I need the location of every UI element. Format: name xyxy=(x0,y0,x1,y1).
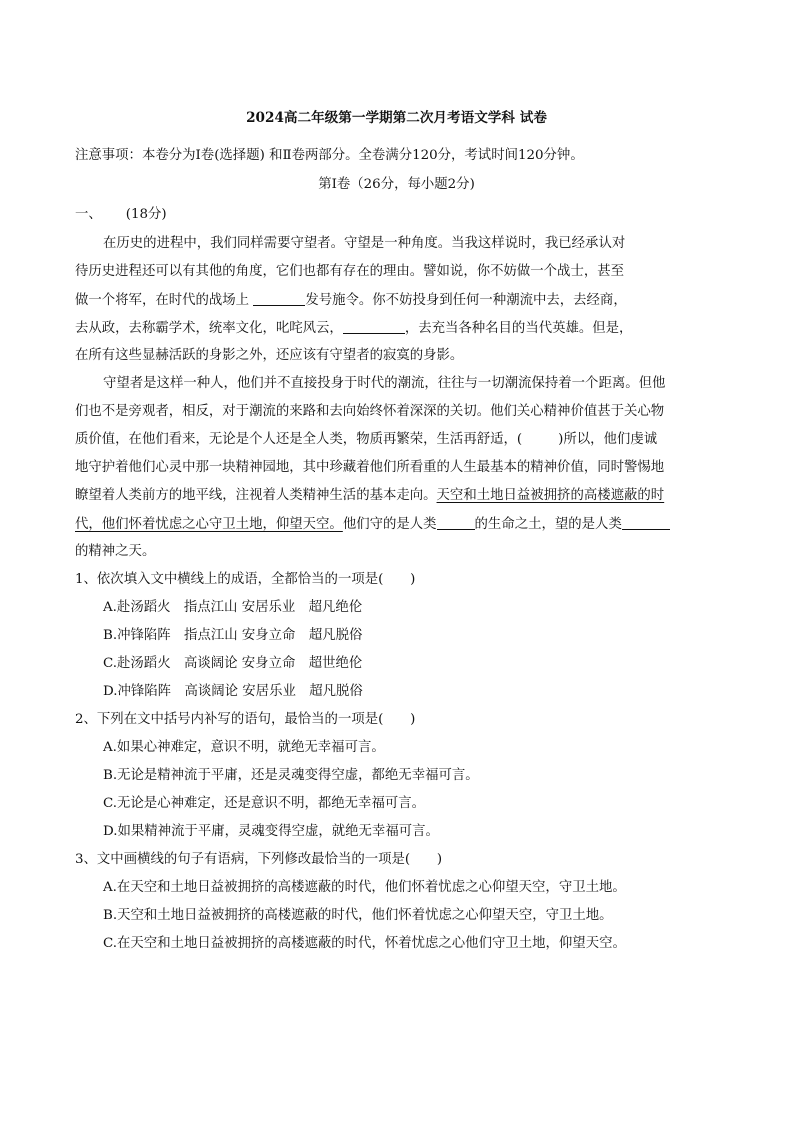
answer-option[interactable]: D.如果精神流于平庸，灵魂变得空虚，就绝无幸福可言。 xyxy=(103,824,439,839)
question-stem: 3、文中画横线的句子有语病，下列修改最恰当的一项是( ) xyxy=(75,852,443,867)
passage-line: 在所有这些显赫活跃的身影之外，还应该有守望者的寂寞的身影。 xyxy=(75,348,464,363)
section1-heading xyxy=(75,207,167,223)
passage-text: 质价值，在他们看来，无论是个人还是全人类，物质再繁荣，生活再舒适，( xyxy=(75,432,523,447)
passage-line xyxy=(75,488,664,504)
fill-blank xyxy=(343,320,405,334)
passage-text: 发号施令。你不妨投身到任何一种潮流中去，去经商， xyxy=(305,293,627,308)
passage-text: )所以，他们虔诚 xyxy=(558,432,658,447)
page-title: 2024高二年级第一学期第二次月考语文学科 试卷 xyxy=(246,110,547,126)
passage-line: 们也不是旁观者，相反，对于潮流的来路和去向始终怀着深深的关切。他们关心精神价值甚于关心物 xyxy=(75,404,665,419)
answer-option[interactable]: B.无论是精神流于平庸，还是灵魂变得空虚，都绝无幸福可言。 xyxy=(103,768,479,783)
passage-text: 的生命之土，望的是人类 xyxy=(474,517,622,532)
answer-option[interactable]: B.冲锋陷阵 指点江山 安身立命 超凡脱俗 xyxy=(103,628,363,643)
passage-line: 在历史的进程中，我们同样需要守望者。守望是一种角度。当我这样说时，我已经承认对 xyxy=(103,236,626,251)
notice-text: 注意事项：本卷分为Ⅰ卷(选择题) 和Ⅱ卷两部分。全卷满分120分，考试时间120分钟。 xyxy=(75,148,584,163)
underlined-sentence: 代，他们怀着忧虑之心守卫土地，仰望天空。 xyxy=(75,517,343,532)
part1-heading: 第Ⅰ卷（26分，每小题2分) xyxy=(318,177,475,192)
passage-line: 地守护着他们心灵中那一块精神园地，其中珍藏着他们所看重的人生最基本的精神价值，同时警惕地 xyxy=(75,460,665,475)
answer-option[interactable]: B.天空和土地日益被拥挤的高楼遮蔽的时代，他们怀着忧虑之心仰望天空，守卫土地。 xyxy=(103,908,613,923)
passage-line: 守望者是这样一种人，他们并不直接投身于时代的潮流，往往与一切潮流保持着一个距离。但他 xyxy=(103,376,666,391)
section1-number: 一、 xyxy=(75,207,102,222)
answer-option[interactable]: D.冲锋陷阵 高谈阔论 安居乐业 超凡脱俗 xyxy=(103,684,363,699)
passage-line xyxy=(75,320,632,337)
fill-blank xyxy=(622,516,670,530)
passage-line: 的精神之天。 xyxy=(75,544,156,559)
answer-option[interactable]: A.在天空和土地日益被拥挤的高楼遮蔽的时代，他们怀着忧虑之心仰望天空，守卫土地。 xyxy=(103,880,626,895)
question-stem: 2、下列在文中括号内补写的语句，最恰当的一项是( ) xyxy=(75,712,416,727)
underlined-sentence: 天空和土地日益被拥挤的高楼遮蔽的时 xyxy=(436,488,665,503)
passage-line xyxy=(75,516,670,533)
answer-option[interactable]: C.在天空和土地日益被拥挤的高楼遮蔽的时代，怀着忧虑之心他们守卫土地，仰望天空。 xyxy=(103,936,626,951)
answer-option[interactable]: A.如果心神难定，意识不明，就绝无幸福可言。 xyxy=(103,740,385,755)
answer-option[interactable]: C.无论是心神难定，还是意识不明，都绝无幸福可言。 xyxy=(103,796,426,811)
passage-line xyxy=(75,292,627,309)
section1-score: (18分) xyxy=(125,207,167,222)
passage-text: ，去充当各种名目的当代英雄。但是， xyxy=(404,321,633,336)
answer-option[interactable]: A.赴汤蹈火 指点江山 安居乐业 超凡绝伦 xyxy=(103,600,363,615)
passage-text: 瞭望着人类前方的地平线，注视着人类精神生活的基本走向。 xyxy=(75,488,437,503)
passage-text: 做一个将军，在时代的战场上 xyxy=(75,293,254,308)
answer-option[interactable]: C.赴汤蹈火 高谈阔论 安身立命 超世绝伦 xyxy=(103,656,363,671)
passage-line xyxy=(75,432,657,448)
question-stem: 1、依次填入文中横线上的成语，全都恰当的一项是( ) xyxy=(75,572,416,587)
passage-line: 待历史进程还可以有其他的角度，它们也都有存在的理由。譬如说，你不妨做一个战士，甚至 xyxy=(75,264,625,279)
passage-text: 去从政，去称霸学术，统率文化，叱咤风云， xyxy=(75,321,343,336)
fill-blank xyxy=(253,292,305,306)
fill-blank xyxy=(437,516,475,530)
passage-text: 他们守的是人类 xyxy=(342,517,437,532)
